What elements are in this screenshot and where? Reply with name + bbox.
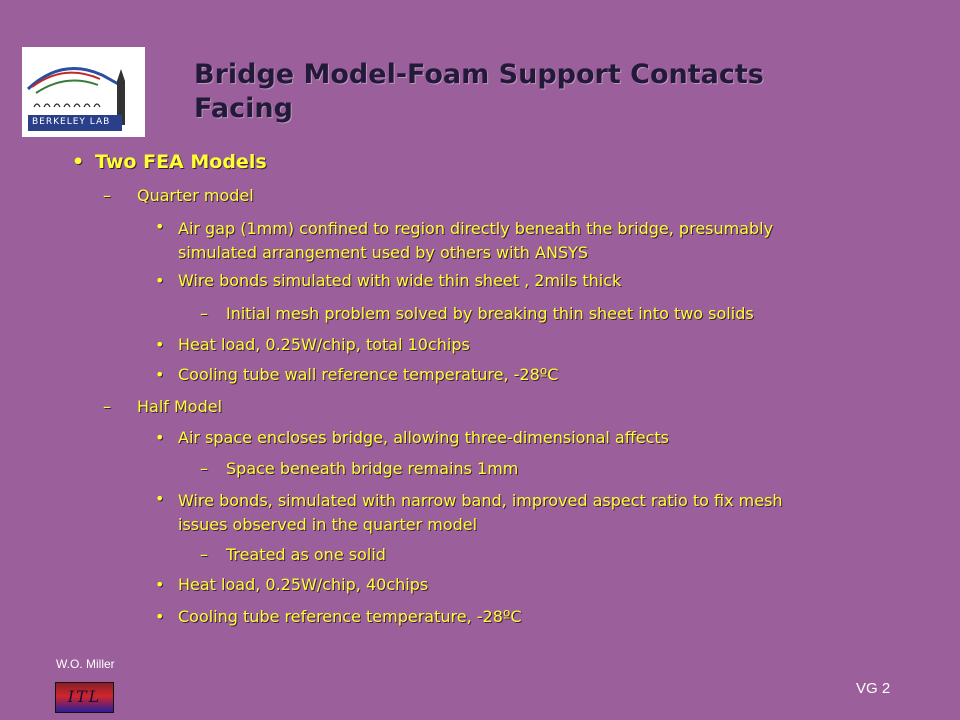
- bullet-item: – Treated as one solid: [200, 545, 386, 564]
- bullet-item: • Air space encloses bridge, allowing three-dimensional affects: [155, 428, 669, 447]
- slide-number: VG 2: [856, 680, 891, 697]
- bullet-item: • Heat load, 0.25W/chip, total 10chips: [155, 335, 470, 354]
- bullet-item: • Wire bonds, simulated with narrow band, improved aspect ratio to fix mesh issues observed in the quarter model: [155, 489, 783, 534]
- bullet-dot-icon: •: [155, 489, 165, 508]
- bullet-item: – Quarter model: [103, 186, 254, 205]
- itl-logo-text: ITL: [67, 687, 102, 706]
- bullet-dot-icon: •: [155, 575, 165, 594]
- bullet-dot-icon: •: [155, 271, 165, 290]
- itl-logo: [55, 682, 114, 713]
- bullet-item: – Initial mesh problem solved by breaking thin sheet into two solids: [200, 304, 754, 323]
- bullet-dot-icon: •: [155, 217, 165, 236]
- bullet-dot-icon: •: [155, 335, 165, 354]
- bullet-dash-icon: –: [200, 459, 208, 478]
- bullet-item: • Air gap (1mm) confined to region directly beneath the bridge, presumably simulated arrangement used by others with ANSYS: [155, 217, 774, 262]
- title-line-1: Bridge Model-Foam Support Contacts: [194, 59, 764, 90]
- bullet-item: • Heat load, 0.25W/chip, 40chips: [155, 575, 429, 594]
- title-line-2: Facing: [194, 93, 293, 124]
- bullet-dot-icon: •: [155, 428, 165, 447]
- bullet-dash-icon: –: [103, 397, 111, 416]
- bullet-dash-icon: –: [200, 304, 208, 323]
- bullet-item: – Half Model: [103, 397, 223, 416]
- bullet-item: • Cooling tube reference temperature, -28ºC: [155, 607, 522, 626]
- bullet-item: • Wire bonds simulated with wide thin sheet , 2mils thick: [155, 271, 622, 290]
- bullet-item: • Cooling tube wall reference temperature, -28ºC: [155, 365, 559, 384]
- bullet-dot-icon: •: [155, 607, 165, 626]
- bullet-dot-icon: •: [72, 151, 85, 173]
- bullet-item: • Two FEA Models: [72, 151, 267, 173]
- bullet-dash-icon: –: [103, 186, 111, 205]
- author-name: W.O. Miller: [56, 657, 115, 671]
- bullet-dot-icon: •: [155, 365, 165, 384]
- bullet-item: – Space beneath bridge remains 1mm: [200, 459, 519, 478]
- bullet-dash-icon: –: [200, 545, 208, 564]
- logo-text: BERKELEY LAB: [32, 117, 111, 127]
